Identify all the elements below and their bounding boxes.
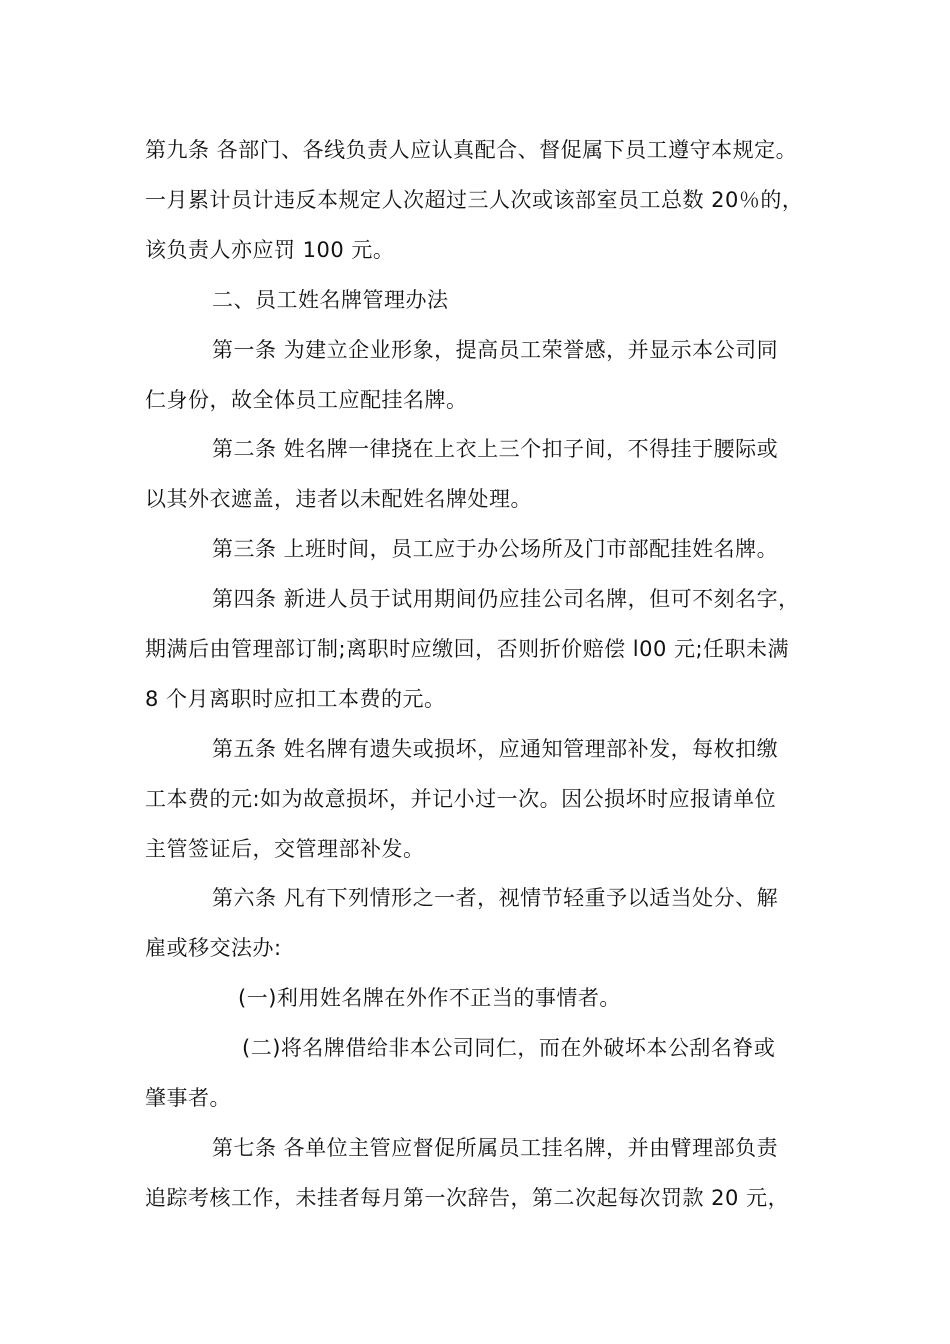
list-item: (一)利用姓名牌在外作不正当的事情者。 — [238, 986, 621, 1010]
text-line: 第四条 新进人员于试用期间仍应挂公司名牌，但可不刻名字， — [212, 587, 800, 611]
text-line: 主管签证后，交管理部补发。 — [145, 837, 425, 861]
text-line: 期满后由管理部订制;离职时应缴回，否则折价赔偿 l00 元;任职未满 — [145, 637, 790, 661]
text-line: 一月累计员计违反本规定人次超过三人次或该部室员工总数 20％的， — [145, 188, 804, 212]
text-line: 第九条 各部门、各线负责人应认真配合、督促属下员工遵守本规定。 — [145, 138, 798, 162]
text-line: 第二条 姓名牌一律挠在上衣上三个扣子间，不得挂于腰际或 — [212, 437, 779, 461]
text-line: 追踪考核工作，未挂者每月第一次辞告，第二次起每次罚款 20 元， — [145, 1186, 790, 1210]
text-line: 仁身份，故全体员工应配挂名牌。 — [145, 388, 468, 412]
section-heading: 二、员工姓名牌管理办法 — [212, 288, 449, 312]
text-line: 第一条 为建立企业形象，提高员工荣誉感，并显示本公司同 — [212, 338, 779, 362]
text-line: 8 个月离职时应扣工本费的元。 — [145, 687, 446, 711]
text-line: 第三条 上班时间，员工应于办公场所及门市部配挂姓名牌。 — [212, 537, 779, 561]
text-line: 第五条 姓名牌有遗失或损坏，应通知管理部补发，每枚扣缴 — [212, 737, 779, 761]
text-line: 雇或移交法办: — [145, 936, 282, 960]
text-line: 第七条 各单位主管应督促所属员工挂名牌，并由臂理部负责 — [212, 1136, 779, 1160]
list-item: (二)将名牌借给非本公司同仁，而在外破坏本公刮名脊或 — [242, 1036, 776, 1060]
text-line: 第六条 凡有下列情形之一者，视情节轻重予以适当处分、解 — [212, 886, 779, 910]
text-line: 以其外衣遮盖，违者以未配姓名牌处理。 — [145, 487, 532, 511]
text-line: 该负责人亦应罚 100 元。 — [145, 238, 395, 262]
text-line: 工本费的元:如为故意损坏，并记小过一次。因公损坏时应报请单位 — [145, 787, 777, 811]
text-line: 肇事者。 — [145, 1086, 231, 1110]
